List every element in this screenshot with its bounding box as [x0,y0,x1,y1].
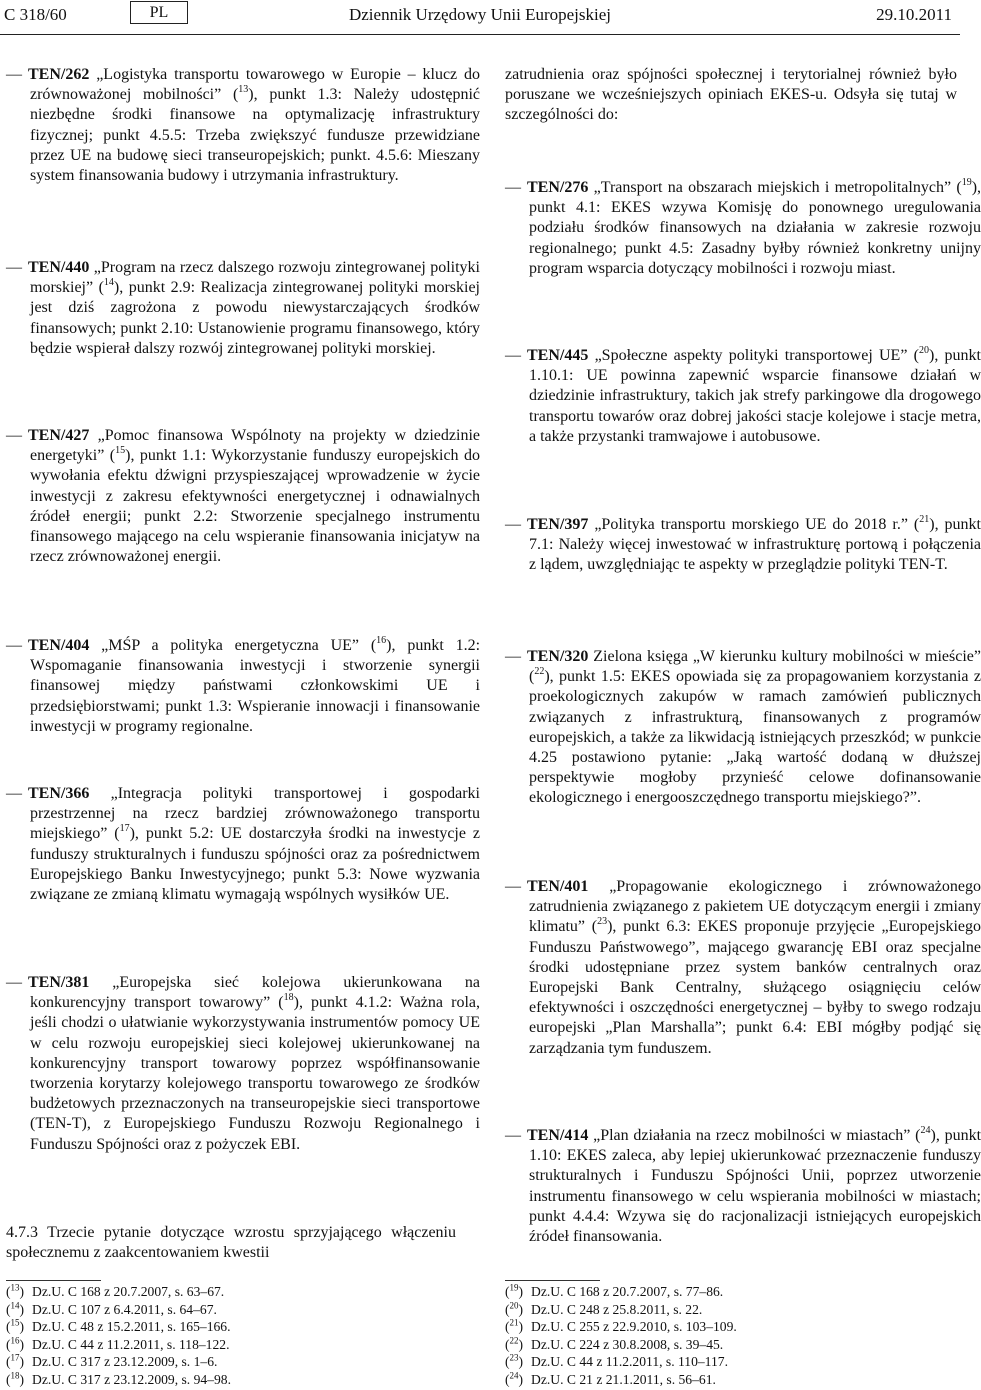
footnote: ($^{22}$) Dz.U. C 224 z 30.8.2008, s. 39–45. [505,1335,724,1352]
journal-title: Dziennik Urzędowy Unii Europejskiej [348,5,611,24]
footnote: ($^{18}$) Dz.U. C 317 z 23.12.2009, s. 94–98. [6,1370,231,1387]
list-item-ten414: — TEN/414 „Plan działania na rzecz mobilności w miastach” ($^{24}$), punkt 1.10: EKES zaleca, aby lepiej ukierunkować przeznaczenie funduszy strukturalnych i Funduszu Spójności Unii, poprzez utworzenie instrumentu finansowego w celu wspierania mobilności w miastach; punkt 4.4.4: Wzywa się do racjonalizacji istniejących europejskich źródeł finansowania. [505,1124,981,1246]
em-dash: — [6,66,22,83]
footnote: ($^{24}$) Dz.U. C 21 z 21.1.2011, s. 56–61. [505,1370,716,1387]
footnote: ($^{14}$) Dz.U. C 107 z 6.4.2011, s. 64–67. [6,1300,217,1317]
em-dash: — [505,179,521,196]
footnote-ref: 22 [534,665,545,677]
footnote: ($^{15}$) Dz.U. C 48 z 15.2.2011, s. 165–166. [6,1317,231,1335]
item-code: TEN/397 [527,516,589,533]
footnote-ref: 17 [119,823,130,835]
footnote-ref: 24 [920,1124,931,1136]
footnote-ref: 19 [961,176,972,188]
em-dash: — [6,427,22,444]
em-dash: — [6,637,22,654]
em-dash: — [6,785,22,802]
list-item-ten366: — TEN/366 „Integracja polityki transportowej i gospodarki przestrzennej na rzecz bardziej zrównoważonego transportu miejskiego” ($^{17}$), punkt 5.2: UE dostarczyła środki na inwestycje z funduszy strukturalnych i funduszu spójności oraz za pośrednictwem Europejskiego Banku Inwestycyjnego; punkt 5.3: Nowe wyzwania związane ze zmianą klimatu wymagają wspólnych wysiłków UE. [6,785,481,904]
page-header [0,0,960,36]
footnote-ref: 13 [238,83,249,95]
footnote-ref: 15 [115,444,126,456]
em-dash: — [505,1127,521,1144]
publication-date: 29.10.2011 [876,5,952,24]
footnote-ref: 14 [103,276,114,288]
em-dash: — [505,347,521,364]
item-code: TEN/440 [28,259,90,276]
item-code: TEN/366 [28,785,90,802]
header-rule [0,34,960,35]
footnotes-left [6,1283,231,1389]
item-code: TEN/427 [28,427,90,444]
list-item-ten445: — TEN/445 „Społeczne aspekty polityki transportowej UE” ($^{20}$), punkt 1.10.1: UE powinna zapewnić wsparcie finansowe działań w dziedzinie infrastruktury, takich jak strefy parkingowe dla drogowego transportu towarów oraz dobrej jakości stacje kolejowe i stacje metra, a także przystanki tramwajowe i autobusowe. [505,344,981,445]
em-dash: — [6,974,22,991]
list-item-ten381: — TEN/381 „Europejska sieć kolejowa ukierunkowana na konkurencyjny transport towarowy” ($^{18}$), punkt 4.1.2: Ważna rola, jeśli chodzi o ułatwianie wykorzystywania instrumentów pomocy UE w celu rozwoju europejskiej sieci kolejowej ukierunkowanej na konkurencyjny transport towarowy poprzez współfinansowanie tworzenia korytarzy kolejowego transportu towarowego ze środków budżetowych przeznaczonych na transeuropejskie sieci transportowe (TEN-T), z Europejskiego Funduszu Rozwoju Regionalnego i Funduszu Spójności oraz z pożyczek EBI. [6,974,481,1153]
list-item-ten404: — TEN/404 „MŚP a polityka energetyczna UE” ($^{16}$), punkt 1.2: Wspomaganie finansowania inwestycji i stworzenie synergii finansowej między państwami członkowskimi UE i przedsiębiorstwami; punkt 1.3: Wspieranie innowacji i finansowanie inwestycji w programy regionalne. [6,634,481,735]
footnote: ($^{16}$) Dz.U. C 44 z 11.2.2011, s. 118–122. [6,1335,230,1352]
footnote-ref: 23 [597,916,608,928]
item-code: TEN/404 [28,637,90,654]
list-item-ten262: — TEN/262 „Logistyka transportu towarowego w Europie – klucz do zrównoważonej mobilności” ($^{13}$), punkt 1.3: Należy udostępnić niezbędne środki finansowe na optymalizację infrastruktury fizycznej; punkt 4.5.5: Trzeba zwiększyć fundusze przewidziane przez UE na budowę sieci transeuropejskich; punkt. 4.5.6: Mieszany system finansowania budowy i utrzymania infrastruktury. [6,66,481,185]
footnotes-right [505,1283,737,1389]
item-code: TEN/262 [28,66,90,83]
footnote: ($^{13}$) Dz.U. C 168 z 20.7.2007, s. 63–67. [6,1282,225,1299]
list-item-ten427: — TEN/427 „Pomoc finansowa Wspólnoty na projekty w dziedzinie energetyki” ($^{15}$), punkt 1.1: Wykorzystanie funduszy europejskich do wywołania efektu dźwigni przyspieszającej wprowadzenie w życie inwestycji z zakresu efektywności energetycznej i odnawialnych źródeł energii; punkt 2.2: Stworzenie specjalnego instrumentu finansowego mającego na celu wspieranie finansowania inicjatyw na rzecz zrównoważonej energii. [6,427,481,566]
list-item-ten397: — TEN/397 „Polityka transportu morskiego UE do 2018 r.” ($^{21}$), punkt 7.1: Należy więcej inwestować w infrastrukturę portową i połączenia z lądem, uwzględniając te aspekty w przeglądzie polityki TEN-T. [505,513,981,574]
footnote-ref: 21 [919,513,930,525]
footnote-rule-left [6,1280,101,1281]
footnote-ref: 16 [376,634,387,646]
em-dash: — [6,259,22,276]
footnote: ($^{19}$) Dz.U. C 168 z 20.7.2007, s. 77–86. [505,1282,724,1299]
em-dash: — [505,516,521,533]
footnote-rule-right [505,1280,600,1281]
item-code: TEN/414 [527,1127,589,1144]
footnote-ref: 18 [283,991,294,1003]
page-number: C 318/60 [4,5,67,24]
footnote: ($^{20}$) Dz.U. C 248 z 25.8.2011, s. 22. [505,1300,703,1317]
list-item-ten320: — TEN/320 Zielona księga „W kierunku kultury mobilności w mieście” ($^{22}$), punkt 1.5: EKES opowiada się za propagowaniem korzystania z proekologicznych zakupów w ramach zamówień publicznych związanych z infrastrukturą, finansowanych z programów europejskich, a także za likwidacją istniejących przeszkód; w punkcie 4.25 postawiono pytanie: „Jaką wartość dodaną w dłuższej perspektywie mogłoby przynieść celowe dofinansowanie ekologicznego i energooszczędnego transportu miejskiego?”. [505,648,981,807]
footnote-ref: 20 [918,344,929,356]
item-code: TEN/381 [28,974,90,991]
em-dash: — [505,648,521,665]
paragraph-continuation: zatrudnienia oraz spójności społecznej i terytorialnej również było poruszane we wcześniejszych opiniach EKES-u. Odsyła się tutaj w szczególności do: [505,66,957,124]
list-item-ten401: — TEN/401 „Propagowanie ekologicznego i zrównoważonego zatrudnienia związanego z pakietem UE dotyczącym energii i zmiany klimatu” ($^{23}$), punkt 6.3: EKES proponuje przyjęcie „Europejskiego Funduszu Państwowego”, mającego gwarancję EBI oraz specjalne środki udostępniane przez system banków centralnych oraz Europejski Bank Centralny, służącego osiągnięciu celów efektywności i oszczędności energetycznej – byłby to swego rodzaju europejski „Plan Marshalla”; punkt 6.4: EBI mógłby podjąć się zarządzania tym funduszem. [505,878,981,1057]
list-item-ten276: — TEN/276 „Transport na obszarach miejskich i metropolitalnych” ($^{19}$), punkt 4.1: EKES wzywa Komisję do ponownego uregulowania podziału środków finansowych na działania w zakresie rozwoju regionalnego; punkt 4.5: Zasadny byłby również konkretny unijny program wsparcia dotyczący mobilności i rozwoju miast. [505,176,981,277]
item-code: TEN/320 [527,648,589,665]
paragraph-4-7-3: 4.7.3 Trzecie pytanie dotyczące wzrostu sprzyjającego włączeniu społecznemu z zaakcentowaniem kwestii [6,1224,456,1262]
em-dash: — [505,878,521,895]
item-code: TEN/276 [527,179,589,196]
item-code: TEN/401 [527,878,589,895]
footnote: ($^{17}$) Dz.U. C 317 z 23.12.2009, s. 1–6. [6,1352,218,1370]
item-code: TEN/445 [527,347,589,364]
language-badge: PL [130,1,188,24]
list-item-ten440: — TEN/440 „Program na rzecz dalszego rozwoju zintegrowanej polityki morskiej” ($^{14}$), punkt 2.9: Realizacja zintegrowanej polityki morskiej jest dziś zagrożona z powodu niewystarczających środków finansowych; punkt 2.10: Ustanowienie programu finansowego, który będzie wspierał dalszy rozwój zintegrowanej polityki morskiej. [6,259,481,357]
footnote: ($^{23}$) Dz.U. C 44 z 11.2.2011, s. 110–117. [505,1352,728,1370]
footnote: ($^{21}$) Dz.U. C 255 z 22.9.2010, s. 103–109. [505,1317,737,1335]
